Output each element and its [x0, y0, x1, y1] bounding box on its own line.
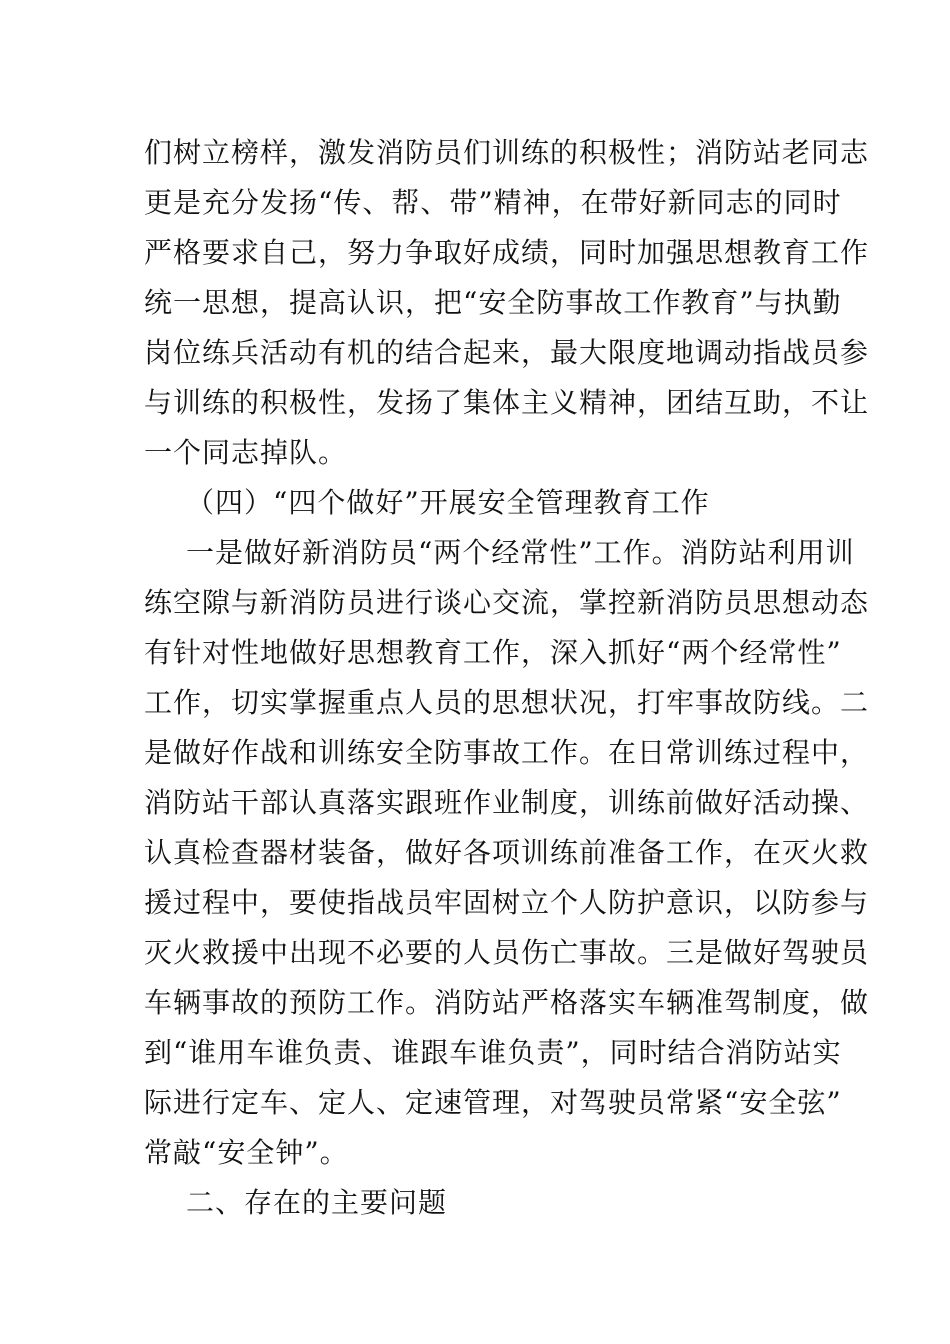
text-line: 更是充分发扬“传、帮、带”精神，在带好新同志的同时: [144, 186, 842, 219]
text-line: 灭火救援中出现不必要的人员伤亡事故。三是做好驾驶员: [144, 936, 870, 969]
text-line: 有针对性地做好思想教育工作，深入抓好“两个经常性”: [144, 636, 842, 669]
text-line: 严格要求自己，努力争取好成绩，同时加强思想教育工作: [144, 236, 870, 269]
text-line: 工作，切实掌握重点人员的思想状况，打牢事故防线。二: [144, 686, 870, 719]
text-line: 练空隙与新消防员进行谈心交流，掌控新消防员思想动态: [144, 586, 870, 619]
text-line: 际进行定车、定人、定速管理，对驾驶员常紧“安全弦”: [144, 1086, 842, 1119]
text-line: 到“谁用车谁负责、谁跟车谁负责”，同时结合消防站实: [144, 1036, 842, 1069]
text-line: 援过程中，要使指战员牢固树立个人防护意识，以防参与: [144, 886, 870, 919]
text-line: 认真检查器材装备，做好各项训练前准备工作，在灭火救: [144, 836, 870, 869]
text-line: 与训练的积极性，发扬了集体主义精神，团结互助，不让: [144, 386, 870, 419]
text-line: 消防站干部认真落实跟班作业制度，训练前做好活动操、: [144, 786, 870, 819]
text-line: 统一思想，提高认识，把“安全防事故工作教育”与执勤: [144, 286, 842, 319]
text-line: 是做好作战和训练安全防事故工作。在日常训练过程中，: [144, 736, 870, 769]
text-line: 常敲“安全钟”。: [144, 1136, 349, 1169]
text-line: 车辆事故的预防工作。消防站严格落实车辆准驾制度，做: [144, 986, 870, 1019]
paragraph-first-line: 一是做好新消防员“两个经常性”工作。消防站利用训: [186, 536, 855, 569]
section-heading: （四）“四个做好”开展安全管理教育工作: [186, 486, 710, 519]
text-line: 们树立榜样，激发消防员们训练的积极性；消防站老同志: [144, 136, 870, 169]
text-line: 一个同志掉队。: [144, 436, 348, 469]
text-line: 岗位练兵活动有机的结合起来，最大限度地调动指战员参: [144, 336, 870, 369]
section-heading: 二、存在的主要问题: [186, 1186, 448, 1219]
